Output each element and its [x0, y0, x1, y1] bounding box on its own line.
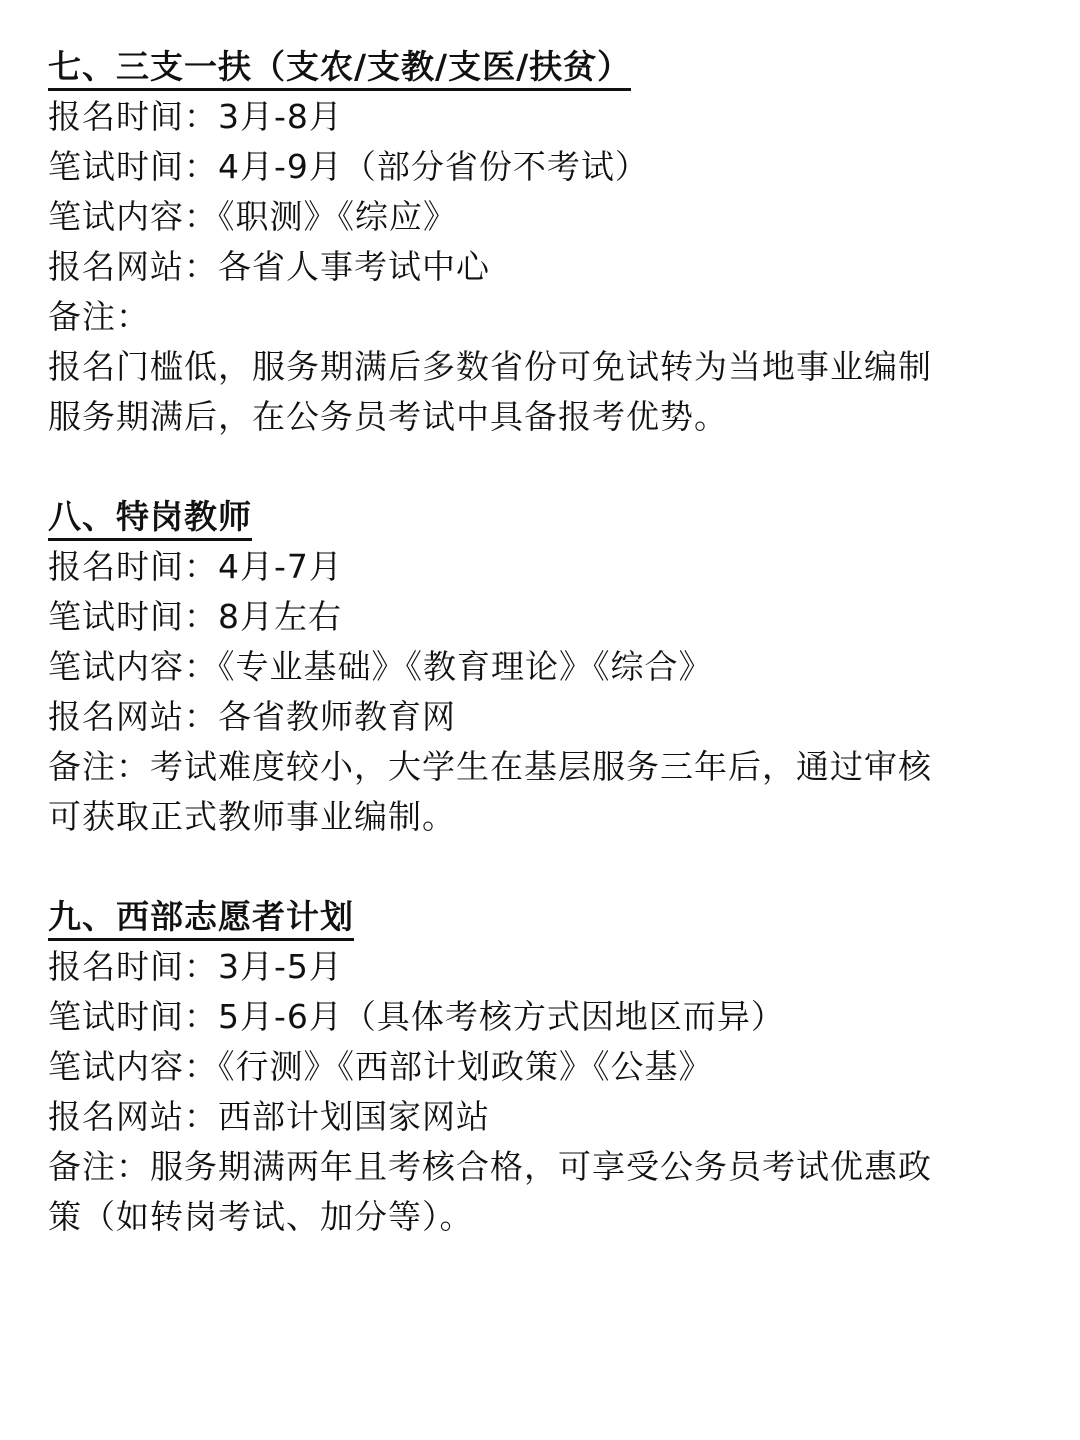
- remarks-line: 策（如转岗考试、加分等）。: [48, 1197, 474, 1236]
- exam-time: 笔试时间：8月左右: [48, 597, 342, 636]
- remarks-label: 备注：: [48, 297, 150, 336]
- signup-time: 报名时间：4月-7月: [48, 547, 343, 586]
- signup-website: 报名网站：各省教师教育网: [48, 697, 456, 736]
- remarks-line: 备注：考试难度较小，大学生在基层服务三年后，通过审核: [48, 747, 932, 786]
- remarks-line: 可获取正式教师事业编制。: [48, 797, 456, 836]
- signup-website: 报名网站：西部计划国家网站: [48, 1097, 490, 1136]
- signup-time: 报名时间：3月-8月: [48, 97, 343, 136]
- exam-content: 笔试内容：《行测》《西部计划政策》《公基》: [48, 1047, 713, 1086]
- signup-website: 报名网站：各省人事考试中心: [48, 247, 490, 286]
- section-title: 七、三支一扶（支农/支教/支医/扶贫）: [48, 42, 1032, 92]
- exam-time: 笔试时间：5月-6月（具体考核方式因地区而异）: [48, 997, 785, 1036]
- section-title: 九、西部志愿者计划: [48, 892, 1032, 942]
- remarks-line: 备注：服务期满两年且考核合格，可享受公务员考试优惠政: [48, 1147, 932, 1186]
- exam-time: 笔试时间：4月-9月（部分省份不考试）: [48, 147, 649, 186]
- remarks-line: 报名门槛低，服务期满后多数省份可免试转为当地事业编制: [48, 347, 932, 386]
- remarks-line: 服务期满后，在公务员考试中具备报考优势。: [48, 397, 728, 436]
- section-tegang-teacher: [48, 492, 1032, 842]
- signup-time: 报名时间：3月-5月: [48, 947, 343, 986]
- exam-content: 笔试内容：《职测》《综应》: [48, 197, 457, 236]
- exam-content: 笔试内容：《专业基础》《教育理论》《综合》: [48, 647, 713, 686]
- section-western-volunteer: [48, 892, 1032, 1242]
- section-title: 八、特岗教师: [48, 492, 1032, 542]
- section-sanzhi-yifu: [48, 42, 1032, 442]
